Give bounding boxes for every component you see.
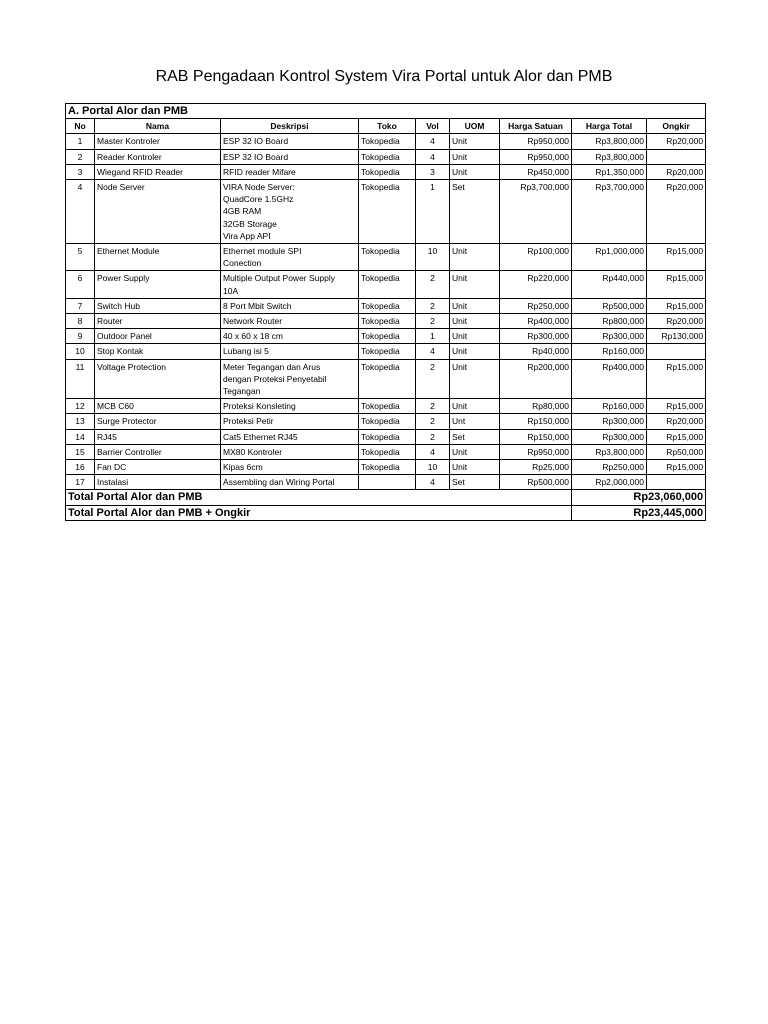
- item-uom: Set: [450, 429, 500, 444]
- item-store: Tokopedia: [359, 399, 416, 414]
- item-total-price: Rp400,000: [572, 359, 647, 399]
- item-total-price: Rp160,000: [572, 399, 647, 414]
- total-with-shipping-value: Rp23,445,000: [572, 505, 706, 520]
- table-row: [66, 164, 706, 179]
- item-total-price: Rp250,000: [572, 460, 647, 475]
- item-description: Assembling dan Wiring Portal: [221, 475, 359, 490]
- table-row: [66, 399, 706, 414]
- column-header: Vol: [416, 119, 450, 134]
- item-store: Tokopedia: [359, 344, 416, 359]
- table-row: [66, 149, 706, 164]
- item-unit-price: Rp250,000: [500, 298, 572, 313]
- item-volume: 10: [416, 244, 450, 271]
- item-volume: 10: [416, 460, 450, 475]
- item-uom: Unit: [450, 399, 500, 414]
- item-name: MCB C60: [95, 399, 221, 414]
- item-name: Switch Hub: [95, 298, 221, 313]
- total-value: Rp23,060,000: [572, 490, 706, 505]
- item-unit-price: Rp150,000: [500, 429, 572, 444]
- item-unit-price: Rp950,000: [500, 149, 572, 164]
- item-volume: 1: [416, 329, 450, 344]
- table-row: [66, 429, 706, 444]
- item-shipping: Rp15,000: [647, 460, 706, 475]
- row-number: 6: [66, 271, 95, 298]
- item-shipping: Rp20,000: [647, 164, 706, 179]
- item-unit-price: Rp950,000: [500, 134, 572, 149]
- total-label: Total Portal Alor dan PMB: [66, 490, 572, 505]
- table-row: [66, 444, 706, 459]
- item-unit-price: Rp450,000: [500, 164, 572, 179]
- item-description: Meter Tegangan dan Arus dengan Proteksi Penyetabil Tegangan: [221, 359, 359, 399]
- row-number: 8: [66, 314, 95, 329]
- row-number: 7: [66, 298, 95, 313]
- item-store: Tokopedia: [359, 414, 416, 429]
- budget-table: [65, 103, 706, 521]
- item-store: Tokopedia: [359, 314, 416, 329]
- row-number: 15: [66, 444, 95, 459]
- item-store: Tokopedia: [359, 329, 416, 344]
- item-unit-price: Rp200,000: [500, 359, 572, 399]
- item-unit-price: Rp300,000: [500, 329, 572, 344]
- row-number: 2: [66, 149, 95, 164]
- item-description: Lubang isi 5: [221, 344, 359, 359]
- item-total-price: Rp3,800,000: [572, 134, 647, 149]
- item-description: 8 Port Mbit Switch: [221, 298, 359, 313]
- item-unit-price: Rp500,000: [500, 475, 572, 490]
- row-number: 16: [66, 460, 95, 475]
- item-store: [359, 475, 416, 490]
- column-header: Ongkir: [647, 119, 706, 134]
- item-description: MX80 Kontroler: [221, 444, 359, 459]
- item-shipping: Rp50,000: [647, 444, 706, 459]
- item-description: ESP 32 IO Board: [221, 149, 359, 164]
- table-row: [66, 329, 706, 344]
- table-row: [66, 298, 706, 313]
- table-row: [66, 460, 706, 475]
- column-header: UOM: [450, 119, 500, 134]
- item-unit-price: Rp3,700,000: [500, 180, 572, 244]
- column-header: Toko: [359, 119, 416, 134]
- item-description: 40 x 60 x 18 cm: [221, 329, 359, 344]
- item-name: RJ45: [95, 429, 221, 444]
- column-header: No: [66, 119, 95, 134]
- row-number: 4: [66, 180, 95, 244]
- item-shipping: [647, 149, 706, 164]
- item-description: Proteksi Konsleting: [221, 399, 359, 414]
- item-shipping: Rp20,000: [647, 180, 706, 244]
- item-total-price: Rp500,000: [572, 298, 647, 313]
- table-row: [66, 314, 706, 329]
- table-row: [66, 180, 706, 244]
- item-volume: 4: [416, 134, 450, 149]
- item-description: ESP 32 IO Board: [221, 134, 359, 149]
- item-store: Tokopedia: [359, 244, 416, 271]
- row-number: 5: [66, 244, 95, 271]
- item-name: Stop Kontak: [95, 344, 221, 359]
- table-row: [66, 414, 706, 429]
- table-row: [66, 344, 706, 359]
- table-row: [66, 134, 706, 149]
- table-row: [66, 244, 706, 271]
- row-number: 3: [66, 164, 95, 179]
- item-total-price: Rp3,800,000: [572, 149, 647, 164]
- total-with-shipping-label: Total Portal Alor dan PMB + Ongkir: [66, 505, 572, 520]
- row-number: 14: [66, 429, 95, 444]
- item-uom: Unit: [450, 359, 500, 399]
- section-header-row: [66, 104, 706, 119]
- item-unit-price: Rp80,000: [500, 399, 572, 414]
- item-uom: Unit: [450, 444, 500, 459]
- item-uom: Unit: [450, 329, 500, 344]
- item-shipping: Rp15,000: [647, 298, 706, 313]
- item-volume: 4: [416, 475, 450, 490]
- item-uom: Unit: [450, 149, 500, 164]
- total-with-shipping-row: [66, 505, 706, 520]
- item-volume: 2: [416, 429, 450, 444]
- item-unit-price: Rp25,000: [500, 460, 572, 475]
- item-volume: 2: [416, 298, 450, 313]
- item-store: Tokopedia: [359, 271, 416, 298]
- item-shipping: Rp20,000: [647, 314, 706, 329]
- item-uom: Unit: [450, 164, 500, 179]
- item-name: Master Kontroler: [95, 134, 221, 149]
- item-shipping: Rp15,000: [647, 271, 706, 298]
- item-rows: [66, 134, 706, 490]
- item-shipping: Rp20,000: [647, 414, 706, 429]
- item-description: Kipas 6cm: [221, 460, 359, 475]
- item-total-price: Rp800,000: [572, 314, 647, 329]
- item-uom: Unit: [450, 134, 500, 149]
- item-store: Tokopedia: [359, 134, 416, 149]
- item-volume: 1: [416, 180, 450, 244]
- item-uom: Unit: [450, 244, 500, 271]
- item-uom: Unit: [450, 298, 500, 313]
- item-unit-price: Rp220,000: [500, 271, 572, 298]
- item-name: Outdoor Panel: [95, 329, 221, 344]
- item-name: Wiegand RFID Reader: [95, 164, 221, 179]
- item-volume: 2: [416, 314, 450, 329]
- item-uom: Unit: [450, 271, 500, 298]
- item-uom: Unit: [450, 344, 500, 359]
- item-store: Tokopedia: [359, 444, 416, 459]
- item-shipping: Rp15,000: [647, 429, 706, 444]
- item-shipping: Rp15,000: [647, 399, 706, 414]
- item-unit-price: Rp40,000: [500, 344, 572, 359]
- item-description: Cat5 Ethernet RJ45: [221, 429, 359, 444]
- item-volume: 2: [416, 399, 450, 414]
- row-number: 12: [66, 399, 95, 414]
- item-shipping: Rp15,000: [647, 359, 706, 399]
- row-number: 17: [66, 475, 95, 490]
- item-uom: Unit: [450, 314, 500, 329]
- item-name: Router: [95, 314, 221, 329]
- item-volume: 4: [416, 444, 450, 459]
- item-name: Instalasi: [95, 475, 221, 490]
- item-uom: Set: [450, 180, 500, 244]
- item-description: Network Router: [221, 314, 359, 329]
- item-store: Tokopedia: [359, 149, 416, 164]
- item-uom: Set: [450, 475, 500, 490]
- item-description: Multiple Output Power Supply 10A: [221, 271, 359, 298]
- item-total-price: Rp160,000: [572, 344, 647, 359]
- item-shipping: Rp20,000: [647, 134, 706, 149]
- item-name: Surge Protector: [95, 414, 221, 429]
- item-volume: 2: [416, 414, 450, 429]
- item-volume: 4: [416, 344, 450, 359]
- item-name: Reader Kontroler: [95, 149, 221, 164]
- item-total-price: Rp3,700,000: [572, 180, 647, 244]
- row-number: 9: [66, 329, 95, 344]
- column-header: Harga Satuan: [500, 119, 572, 134]
- item-total-price: Rp440,000: [572, 271, 647, 298]
- row-number: 1: [66, 134, 95, 149]
- item-total-price: Rp300,000: [572, 329, 647, 344]
- item-shipping: Rp15,000: [647, 244, 706, 271]
- item-description: Ethernet module SPI Conection: [221, 244, 359, 271]
- table-row: [66, 271, 706, 298]
- column-header-row: [66, 119, 706, 134]
- item-name: Node Server: [95, 180, 221, 244]
- item-name: Voltage Protection: [95, 359, 221, 399]
- item-name: Barrier Controller: [95, 444, 221, 459]
- item-shipping: [647, 344, 706, 359]
- row-number: 10: [66, 344, 95, 359]
- item-store: Tokopedia: [359, 359, 416, 399]
- item-total-price: Rp1,000,000: [572, 244, 647, 271]
- row-number: 13: [66, 414, 95, 429]
- item-unit-price: Rp950,000: [500, 444, 572, 459]
- item-store: Tokopedia: [359, 180, 416, 244]
- item-store: Tokopedia: [359, 460, 416, 475]
- total-row: [66, 490, 706, 505]
- item-description: RFID reader Mifare: [221, 164, 359, 179]
- item-uom: Unt: [450, 414, 500, 429]
- item-name: Power Supply: [95, 271, 221, 298]
- item-total-price: Rp300,000: [572, 414, 647, 429]
- item-unit-price: Rp100,000: [500, 244, 572, 271]
- item-volume: 2: [416, 271, 450, 298]
- item-unit-price: Rp400,000: [500, 314, 572, 329]
- item-shipping: [647, 475, 706, 490]
- column-header: Deskripsi: [221, 119, 359, 134]
- section-title: A. Portal Alor dan PMB: [66, 104, 706, 119]
- item-shipping: Rp130,000: [647, 329, 706, 344]
- item-store: Tokopedia: [359, 429, 416, 444]
- item-total-price: Rp3,800,000: [572, 444, 647, 459]
- item-store: Tokopedia: [359, 164, 416, 179]
- item-uom: Unit: [450, 460, 500, 475]
- column-header: Nama: [95, 119, 221, 134]
- item-unit-price: Rp150,000: [500, 414, 572, 429]
- item-total-price: Rp2,000,000: [572, 475, 647, 490]
- column-header: Harga Total: [572, 119, 647, 134]
- table-row: [66, 359, 706, 399]
- item-name: Fan DC: [95, 460, 221, 475]
- item-total-price: Rp1,350,000: [572, 164, 647, 179]
- item-volume: 3: [416, 164, 450, 179]
- item-description: VIRA Node Server: QuadCore 1.5GHz 4GB RAM 32GB Storage Vira App API: [221, 180, 359, 244]
- item-description: Proteksi Petir: [221, 414, 359, 429]
- document-title: RAB Pengadaan Kontrol System Vira Portal untuk Alor dan PMB: [155, 68, 613, 85]
- table-row: [66, 475, 706, 490]
- row-number: 11: [66, 359, 95, 399]
- item-total-price: Rp300,000: [572, 429, 647, 444]
- item-name: Ethernet Module: [95, 244, 221, 271]
- item-volume: 2: [416, 359, 450, 399]
- item-volume: 4: [416, 149, 450, 164]
- item-store: Tokopedia: [359, 298, 416, 313]
